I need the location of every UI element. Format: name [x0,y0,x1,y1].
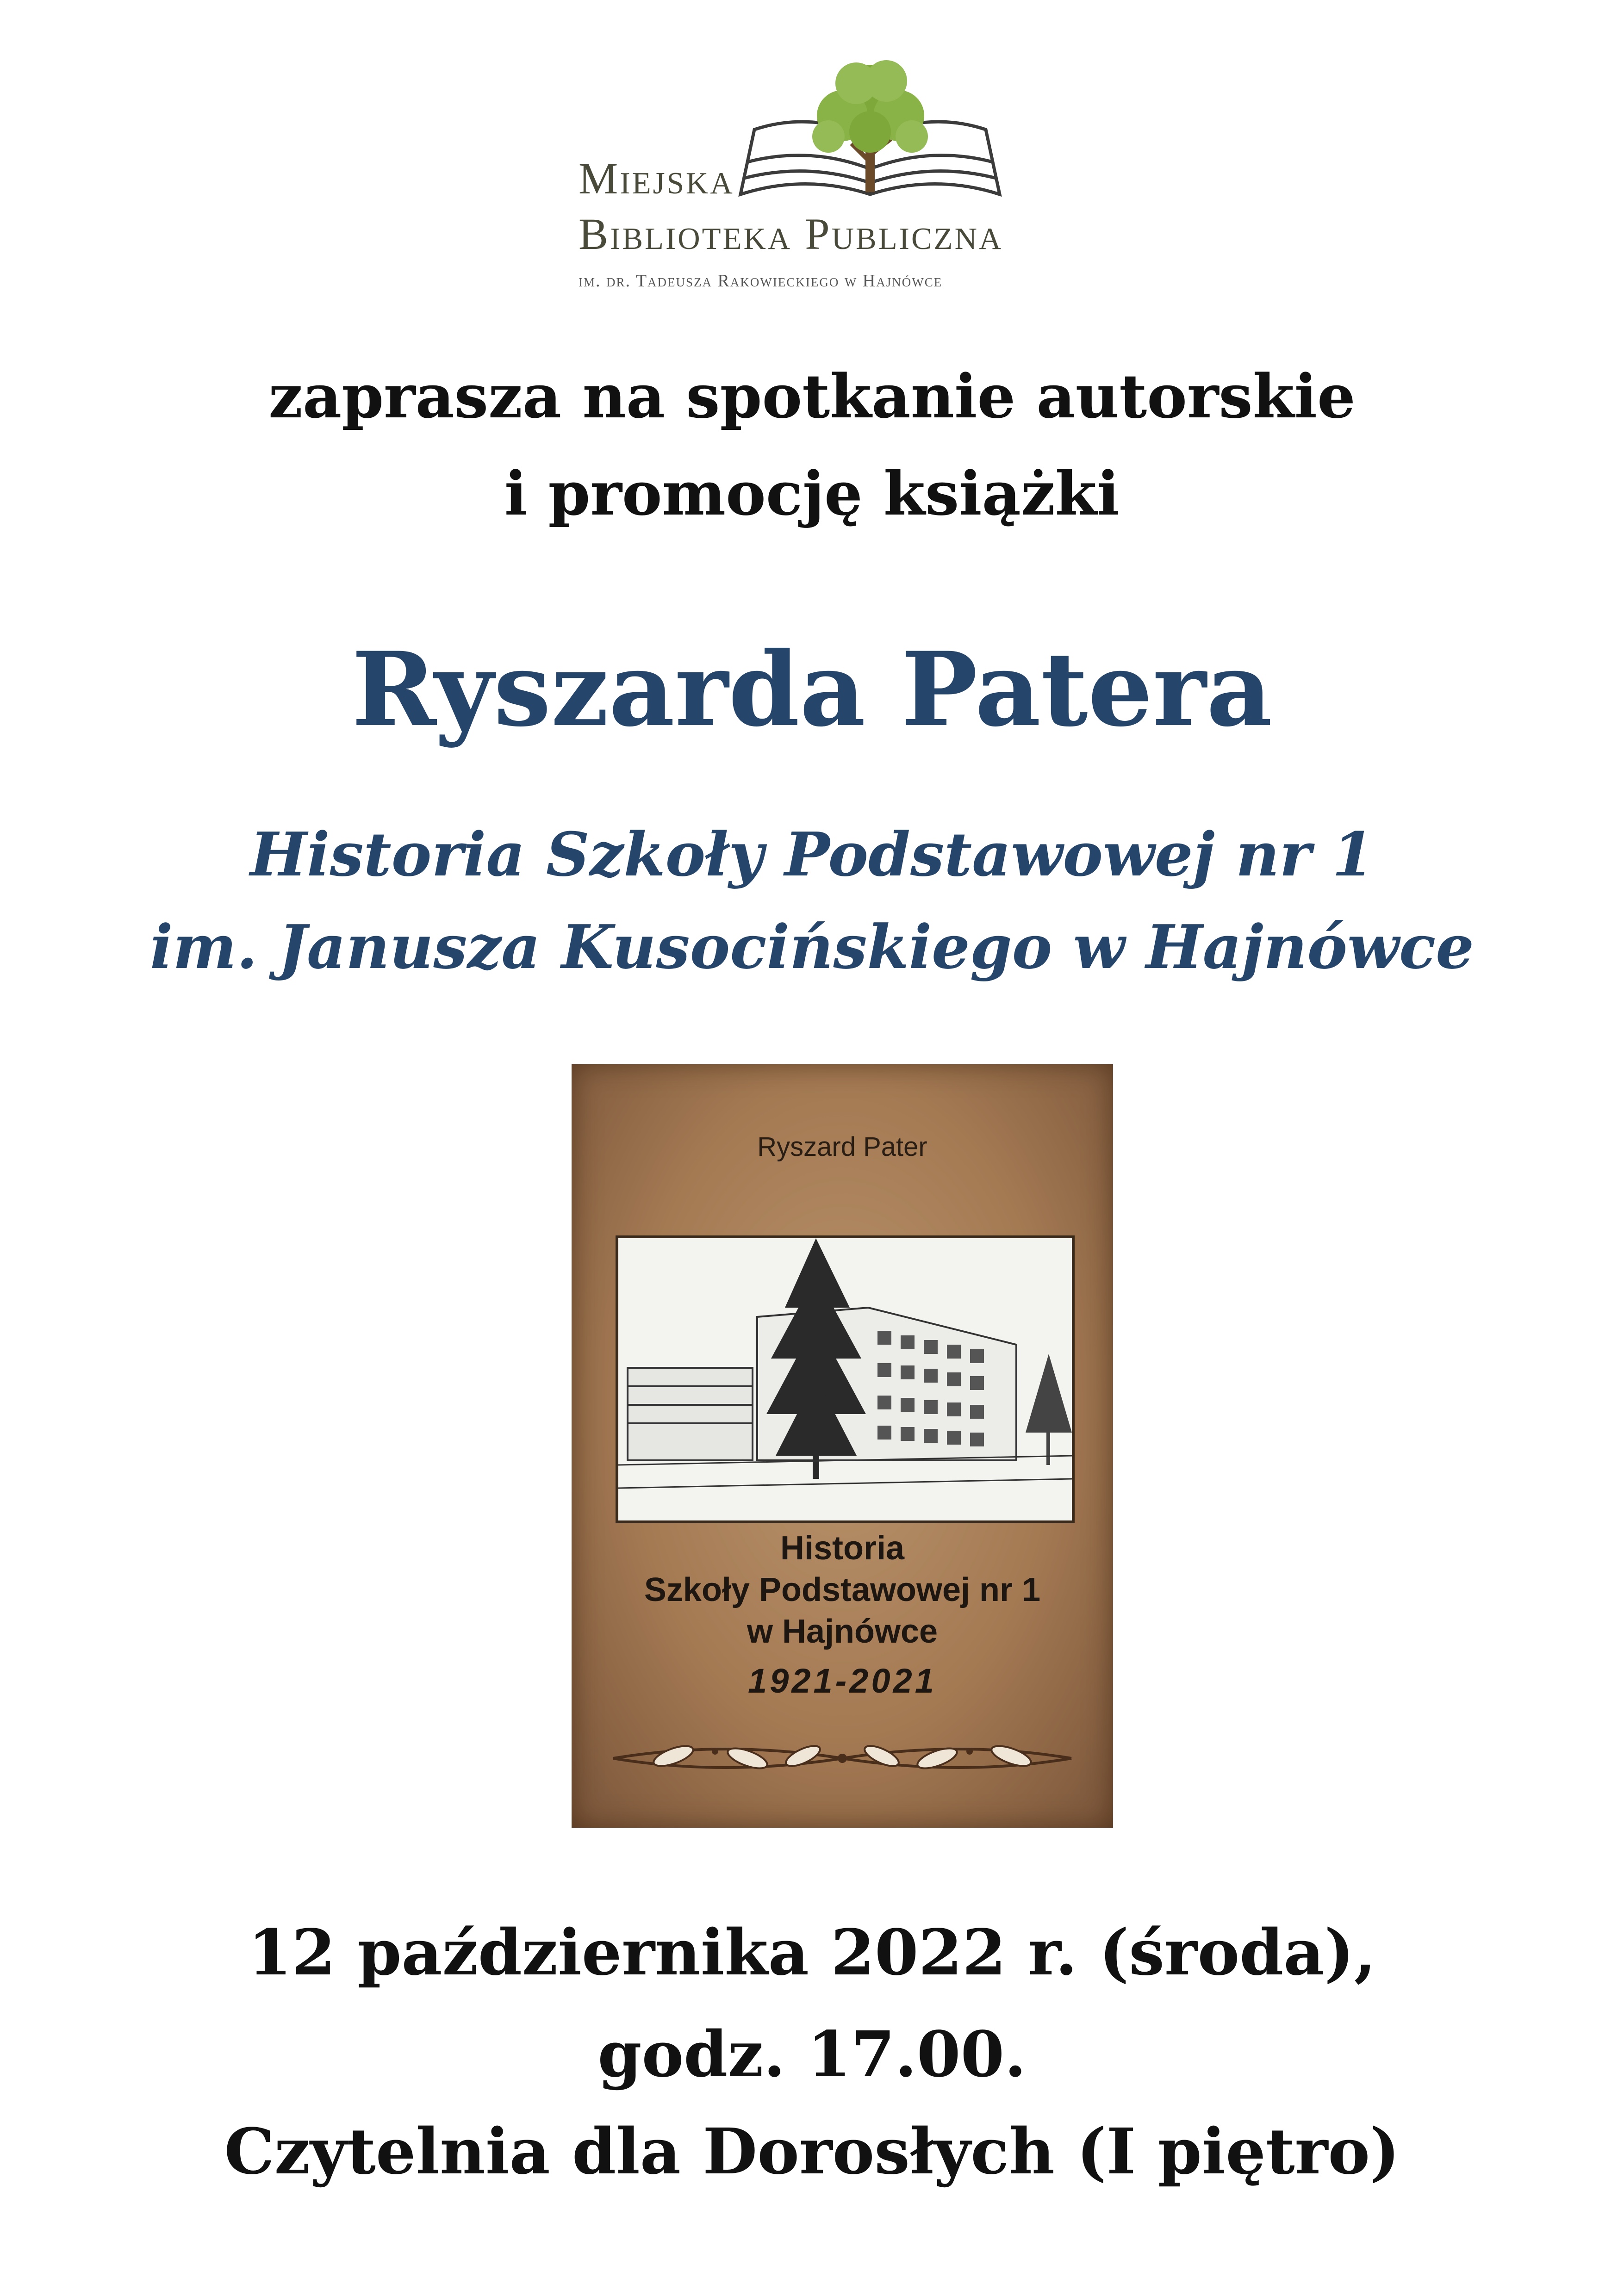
book-title-line-1: Historia Szkoły Podstawowej nr 1 [250,819,1374,890]
floral-ornament-icon [609,1731,1076,1786]
cover-title-line-3: w Hajnówce [747,1613,938,1650]
invite-line-1: zaprasza na spotkanie autorskie [268,361,1356,432]
cover-title-line-1: Historia [780,1530,905,1567]
event-time: godz. 17.00. [597,2017,1027,2091]
cover-author: Ryszard Pater [757,1132,927,1162]
book-cover-image [572,1064,1113,1828]
cover-title-line-2: Szkoły Podstawowej nr 1 [644,1571,1041,1608]
logo-line-1: Miejska [579,154,734,203]
cover-school-illustration [616,1235,1075,1523]
logo-line-2: Biblioteka Publiczna [579,209,1003,259]
school-building-icon [618,1238,1072,1520]
cover-years: 1921-2021 [748,1662,937,1700]
event-date: 12 października 2022 r. (środa), [248,1916,1376,1990]
logo-line-3: im. dr. Tadeusza Rakowieckiego w Hajnówce [579,271,943,291]
event-venue: Czytelnia dla Dorosłych (I piętro) [224,2115,1400,2189]
author-name: Ryszarda Patera [351,629,1273,749]
library-logo [569,60,1078,310]
book-title-line-2: im. Janusza Kusocińskiego w Hajnówce [150,912,1474,982]
invite-line-2: i promocję książki [504,458,1120,529]
